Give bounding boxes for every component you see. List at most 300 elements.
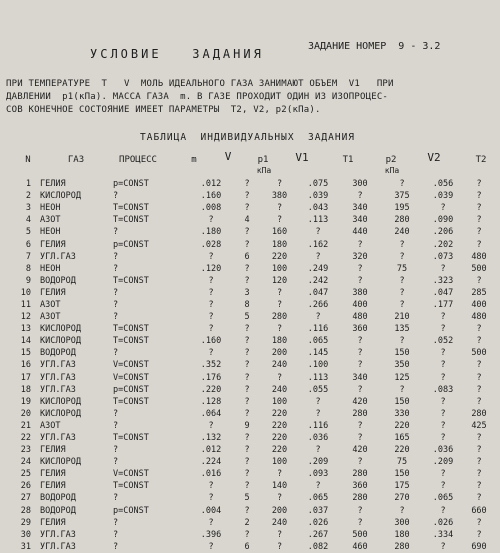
table-cell: V=CONST [113, 360, 149, 371]
col-header-v1: V1 [295, 151, 309, 164]
table-cell: 220 [394, 420, 410, 431]
table-cell: 2 [244, 517, 250, 528]
table-cell: 18 [20, 384, 31, 395]
table-row [10, 202, 494, 214]
table-cell: ? [476, 275, 482, 286]
table-row [10, 190, 494, 202]
table-cell: 24 [20, 457, 31, 468]
table-cell: 360 [352, 481, 368, 492]
table-row [10, 226, 494, 238]
table-cell: 6 [244, 251, 250, 262]
table-cell: ВОДОРОД [40, 348, 76, 359]
page-title: УСЛОВИЕ ЗАДАНИЯ [90, 47, 264, 61]
table-cell: 440 [352, 227, 368, 238]
table-cell: .160 [200, 191, 222, 202]
table-cell: .160 [200, 336, 222, 347]
table-cell: .026 [432, 517, 454, 528]
table-cell: ? [357, 336, 363, 347]
table-cell: .132 [200, 433, 222, 444]
table-cell: 25 [20, 469, 31, 480]
table-cell: УГЛ.ГАЗ [40, 529, 76, 540]
table-cell: .016 [200, 469, 222, 480]
table-cell: .100 [307, 360, 329, 371]
table-row [10, 275, 494, 287]
table-cell: ? [315, 227, 321, 238]
table-cell: ? [244, 336, 250, 347]
col-header-p1: p1 [257, 155, 269, 165]
task-number: ЗАДАНИЕ НОМЕР 9 - 3.2 [308, 41, 441, 52]
table-cell: УГЛ.ГАЗ [40, 384, 76, 395]
table-cell: АЗОТ [40, 299, 61, 310]
table-cell: 150 [394, 469, 410, 480]
table-cell: .012 [200, 179, 222, 190]
table-cell: ? [113, 457, 119, 468]
table-cell: ? [113, 420, 119, 431]
table-cell: T=CONST [113, 203, 149, 214]
table-cell: T=CONST [113, 396, 149, 407]
table-cell: ? [208, 420, 214, 431]
table-cell: ? [476, 203, 482, 214]
table-cell: ? [276, 493, 283, 504]
table-cell: ? [357, 348, 363, 359]
table-cell: 300 [352, 179, 368, 190]
table-cell: .047 [307, 287, 329, 298]
table-cell: ? [244, 324, 250, 335]
table-cell: .266 [307, 299, 329, 310]
table-cell: 30 [20, 529, 31, 540]
col-header-p2: p2 [385, 155, 397, 165]
table-cell: p=CONST [113, 505, 149, 516]
table-cell: АЗОТ [40, 215, 61, 226]
table-cell: ? [113, 227, 119, 238]
table-row [10, 396, 494, 408]
table-cell: .249 [307, 263, 329, 274]
table-cell: 270 [394, 493, 410, 504]
table-cell: 400 [352, 299, 368, 310]
table-cell: ? [113, 251, 119, 262]
table-cell: .083 [432, 384, 454, 395]
table-cell: ? [244, 227, 250, 238]
table-cell: T=CONST [113, 215, 149, 226]
table-cell: ? [276, 299, 283, 310]
table-cell: ? [315, 251, 321, 262]
table-cell: ? [399, 336, 405, 347]
table-cell: ? [208, 481, 214, 492]
table-cell: ? [399, 505, 405, 516]
col-header-t1: T1 [342, 155, 354, 165]
table-cell: ? [315, 481, 321, 492]
col-header-process: ПРОЦЕСС [119, 155, 157, 165]
col-header-n: N [25, 155, 31, 165]
col-header-nu: V [224, 150, 232, 163]
table-cell: ? [244, 529, 250, 540]
table-row [10, 384, 494, 396]
table-cell: 280 [394, 215, 410, 226]
table-cell: ? [357, 505, 363, 516]
table-cell: ? [440, 203, 446, 214]
table-cell: .220 [200, 384, 222, 395]
table-cell: КИСЛОРОД [40, 336, 81, 347]
table-cell: 500 [352, 529, 368, 540]
table-cell: 500 [471, 263, 487, 274]
table-cell: .209 [432, 457, 454, 468]
table-cell: ? [276, 469, 283, 480]
table-cell: 360 [352, 324, 368, 335]
table-cell: 240 [271, 517, 288, 528]
table-row [10, 335, 494, 347]
table-cell: ? [440, 360, 446, 371]
table-row [10, 468, 494, 480]
table-row [10, 420, 494, 432]
table-cell: ? [208, 287, 214, 298]
table-cell: ? [357, 457, 363, 468]
table-row [10, 432, 494, 444]
table-cell: ? [244, 433, 250, 444]
table-cell: .008 [200, 203, 222, 214]
table-cell: ? [315, 312, 321, 323]
table-cell: 4 [244, 215, 250, 226]
table-cell: ? [244, 469, 250, 480]
table-cell: 135 [394, 324, 410, 335]
table-row [10, 541, 494, 553]
table-row [10, 287, 494, 299]
table-cell: .036 [432, 445, 454, 456]
table-cell: 100 [271, 396, 288, 407]
table-cell: 280 [352, 493, 368, 504]
table-cell: 690 [471, 541, 487, 552]
table-cell: ? [244, 396, 250, 407]
table-cell: ? [244, 239, 250, 250]
table-cell: 400 [471, 299, 487, 310]
table-cell: ? [440, 481, 446, 492]
table-cell: ? [276, 203, 283, 214]
table-cell: 425 [471, 420, 487, 431]
table-cell: 8 [25, 263, 31, 274]
table-cell: 195 [394, 203, 410, 214]
condition-line-3: СОВ КОНЕЧНОЕ СОСТОЯНИЕ ИМЕЕТ ПАРАМЕТРЫ T2, V2, p2(кПа). [6, 105, 321, 115]
table-cell: ? [113, 287, 119, 298]
table-cell: 9 [25, 275, 31, 286]
table-cell: 210 [394, 312, 410, 323]
table-cell: 9 [244, 420, 250, 431]
table-cell: ? [399, 251, 405, 262]
table-cell: 280 [352, 408, 368, 419]
col-header-m: m [191, 155, 197, 165]
table-cell: .128 [200, 396, 222, 407]
table-cell: 27 [20, 493, 31, 504]
table-cell: p=CONST [113, 179, 149, 190]
table-cell: 280 [471, 408, 487, 419]
table-cell: 180 [271, 336, 288, 347]
table-cell: .055 [307, 384, 329, 395]
table-cell: ? [276, 179, 283, 190]
table-cell: ? [208, 493, 214, 504]
table-cell: ? [357, 360, 363, 371]
table-cell: .037 [307, 505, 329, 516]
table-cell: 220 [271, 433, 288, 444]
table-cell: T=CONST [113, 275, 149, 286]
table-cell: 280 [352, 469, 368, 480]
table-cell: 5 [244, 493, 250, 504]
table-row [10, 214, 494, 226]
table-row [10, 263, 494, 275]
table-cell: 6 [25, 239, 31, 250]
col-header-gas: ГАЗ [67, 155, 85, 165]
condition-line-2: ДАВЛЕНИИ p1(кПа). МАССА ГАЗА m. В ГАЗЕ ПРОХОДИТ ОДИН ИЗ ИЗОПРОЦЕС- [6, 92, 389, 102]
table-cell: 340 [352, 215, 368, 226]
table-cell: ? [476, 433, 482, 444]
table-cell: ? [399, 287, 405, 298]
table-cell: ? [208, 541, 214, 552]
table-cell: ? [476, 469, 482, 480]
table-cell: .090 [432, 215, 454, 226]
table-cell: ? [113, 517, 119, 528]
table-cell: ? [244, 191, 250, 202]
table-cell: ? [440, 324, 446, 335]
table-cell: ? [357, 275, 363, 286]
table-cell: 660 [471, 505, 487, 516]
table-cell: 220 [271, 420, 288, 431]
table-cell: .043 [307, 203, 329, 214]
table-cell: ? [399, 299, 405, 310]
table-cell: 200 [271, 505, 288, 516]
table-cell: 280 [271, 312, 288, 323]
table-cell: 22 [20, 433, 31, 444]
table-cell: ГЕЛИЯ [40, 445, 66, 456]
table-cell: 220 [271, 251, 288, 262]
table-cell: ? [476, 239, 482, 250]
table-cell: НЕОН [40, 203, 61, 214]
table-cell: p=CONST [113, 384, 149, 395]
table-cell: ? [315, 396, 321, 407]
table-cell: ? [440, 505, 446, 516]
task-table [10, 178, 494, 553]
table-cell: 220 [394, 445, 410, 456]
table-cell: 125 [394, 372, 410, 383]
table-cell: 7 [25, 251, 31, 262]
table-cell: .396 [200, 529, 222, 540]
table-cell: ? [476, 215, 482, 226]
table-cell: ? [208, 348, 214, 359]
table-cell: 75 [396, 457, 408, 468]
table-cell: 29 [20, 517, 31, 528]
table-cell: 330 [394, 408, 410, 419]
table-cell: ? [244, 445, 250, 456]
table-cell: .334 [432, 529, 454, 540]
table-cell: ? [440, 312, 446, 323]
table-cell: ? [440, 541, 446, 552]
table-cell: 285 [471, 287, 487, 298]
table-cell: ВОДОРОД [40, 275, 76, 286]
table-cell: 100 [271, 263, 288, 274]
table-cell: 3 [25, 203, 31, 214]
table-cell: ? [476, 384, 482, 395]
table-cell: УГЛ.ГАЗ [40, 541, 76, 552]
table-cell: ? [399, 179, 405, 190]
table-cell: 480 [471, 312, 487, 323]
table-cell: ? [244, 263, 250, 274]
table-cell: 480 [471, 251, 487, 262]
table-cell: .052 [432, 336, 454, 347]
table-cell: 300 [394, 517, 410, 528]
table-cell: 1 [25, 179, 31, 190]
table-cell: 5 [25, 227, 31, 238]
table-cell: ? [244, 372, 250, 383]
table-row [10, 347, 494, 359]
table-cell: НЕОН [40, 263, 61, 274]
table-row [10, 492, 494, 504]
table-cell: 5 [244, 312, 250, 323]
table-cell: ? [440, 408, 446, 419]
table-cell: ? [244, 481, 250, 492]
table-cell: 8 [244, 299, 250, 310]
table-cell: ? [476, 179, 482, 190]
table-cell: ГЕЛИЯ [40, 239, 66, 250]
table-cell: .242 [307, 275, 329, 286]
table-cell: ? [440, 396, 446, 407]
table-cell: 100 [271, 457, 288, 468]
table-row [10, 372, 494, 384]
table-row [10, 323, 494, 335]
table-cell: 12 [20, 312, 31, 323]
table-cell: ? [357, 384, 363, 395]
table-cell: ? [244, 360, 250, 371]
table-cell: .116 [307, 324, 329, 335]
table-cell: 380 [271, 191, 288, 202]
table-cell: 180 [394, 529, 410, 540]
table-cell: .145 [307, 348, 329, 359]
table-row [10, 251, 494, 263]
table-cell: 21 [20, 420, 31, 431]
table-cell: 220 [271, 445, 288, 456]
table-cell: ? [357, 517, 363, 528]
table-cell: .093 [307, 469, 329, 480]
table-cell: ? [276, 324, 283, 335]
table-cell: ? [476, 517, 482, 528]
table-cell: ГЕЛИЯ [40, 481, 66, 492]
table-cell: V=CONST [113, 469, 149, 480]
table-cell: 240 [271, 360, 288, 371]
table-cell: 14 [20, 336, 31, 347]
table-row [10, 505, 494, 517]
table-cell: ? [244, 505, 250, 516]
table-cell: ? [244, 457, 250, 468]
table-cell: 380 [352, 287, 368, 298]
table-cell: КИСЛОРОД [40, 408, 81, 419]
table-cell: ? [208, 517, 214, 528]
table-cell: УГЛ.ГАЗ [40, 433, 76, 444]
table-cell: 500 [471, 348, 487, 359]
table-cell: T=CONST [113, 324, 149, 335]
table-cell: 220 [271, 408, 288, 419]
table-cell: 240 [394, 227, 410, 238]
table-row [10, 444, 494, 456]
table-cell: 17 [20, 372, 31, 383]
table-cell: КИСЛОРОД [40, 324, 81, 335]
table-cell: КИСЛОРОД [40, 457, 81, 468]
table-cell: ? [476, 529, 482, 540]
table-cell: .073 [432, 251, 454, 262]
table-cell: .352 [200, 360, 222, 371]
table-cell: ? [357, 239, 363, 250]
table-row [10, 517, 494, 529]
table-cell: .224 [200, 457, 222, 468]
table-cell: ? [440, 420, 446, 431]
table-cell: 6 [244, 541, 250, 552]
table-cell: ? [208, 299, 214, 310]
table-cell: ? [476, 481, 482, 492]
table-cell: ? [476, 191, 482, 202]
table-cell: p=CONST [113, 239, 149, 250]
table-cell: 11 [20, 299, 31, 310]
table-cell: 150 [394, 348, 410, 359]
table-title: ТАБЛИЦА ИНДИВИДУАЛЬНЫХ ЗАДАНИЯ [140, 132, 356, 143]
table-cell: ? [113, 493, 119, 504]
table-cell: .064 [200, 408, 222, 419]
table-cell: 16 [20, 360, 31, 371]
table-cell: 3 [244, 287, 250, 298]
table-cell: ? [440, 348, 446, 359]
table-cell: ? [113, 263, 119, 274]
table-cell: ? [208, 215, 214, 226]
table-cell: 420 [352, 445, 368, 456]
table-cell: ? [276, 541, 283, 552]
table-cell: ? [357, 191, 363, 202]
table-cell: ? [208, 312, 214, 323]
table-cell: ? [113, 299, 119, 310]
table-cell: .323 [432, 275, 454, 286]
table-cell: ? [476, 493, 482, 504]
table-cell: КИСЛОРОД [40, 396, 81, 407]
table-cell: ? [440, 433, 446, 444]
table-cell: УГЛ.ГАЗ [40, 360, 76, 371]
col-unit-p2: кПа [384, 166, 400, 175]
table-cell: 10 [20, 287, 31, 298]
table-cell: .180 [200, 227, 222, 238]
table-cell: 165 [394, 433, 410, 444]
table-cell: ? [276, 372, 283, 383]
table-cell: ? [315, 408, 321, 419]
table-cell: ? [476, 396, 482, 407]
table-cell: 340 [352, 203, 368, 214]
table-cell: .177 [432, 299, 454, 310]
table-row [10, 238, 494, 250]
table-cell: УГЛ.ГАЗ [40, 372, 76, 383]
table-cell: 75 [396, 263, 408, 274]
table-cell: .065 [307, 493, 329, 504]
table-cell: .075 [307, 179, 329, 190]
table-row [10, 299, 494, 311]
table-cell: .082 [307, 541, 329, 552]
table-cell: 480 [352, 312, 368, 323]
table-cell: .028 [200, 239, 222, 250]
table-cell: .004 [200, 505, 222, 516]
table-cell: 350 [394, 360, 410, 371]
table-cell: ? [244, 179, 250, 190]
table-cell: ? [476, 324, 482, 335]
table-cell: ? [476, 360, 482, 371]
table-cell: .176 [200, 372, 222, 383]
table-cell: КИСЛОРОД [40, 191, 81, 202]
table-cell: ? [276, 287, 283, 298]
table-cell: 420 [352, 396, 368, 407]
table-cell: .065 [307, 336, 329, 347]
table-cell: ? [315, 445, 321, 456]
table-cell: ? [113, 541, 119, 552]
table-cell: АЗОТ [40, 312, 61, 323]
table-cell: ? [399, 384, 405, 395]
table-cell: ГЕЛИЯ [40, 469, 66, 480]
